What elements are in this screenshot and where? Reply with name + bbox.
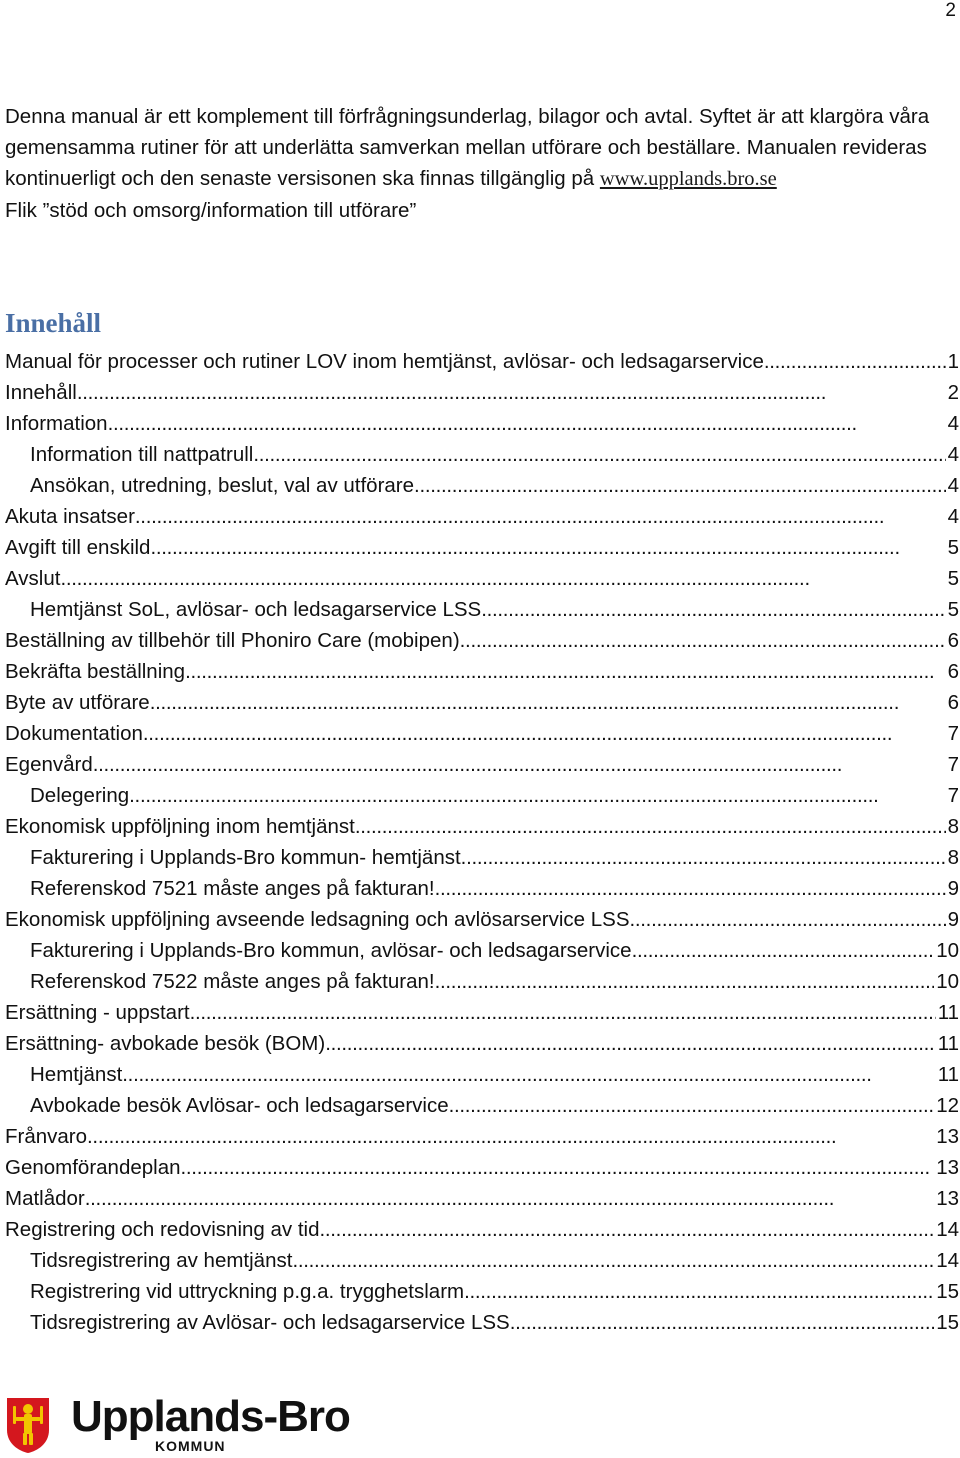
toc-entry[interactable] [5, 563, 959, 594]
toc-entry-page: 8 [947, 846, 959, 869]
toc-entry-title: Bekräfta beställning [5, 660, 186, 683]
toc-entry-title: Hemtjänst SoL, avlösar- och ledsagarservice LSS [30, 598, 482, 621]
toc-entry[interactable] [5, 377, 959, 408]
toc-dot-leader [481, 594, 945, 625]
toc-entry-page: 13 [936, 1125, 959, 1148]
toc-dot-leader [435, 873, 946, 904]
toc-dot-leader [185, 656, 946, 687]
toc-entry[interactable] [5, 1245, 959, 1276]
toc-entry-page: 13 [936, 1156, 959, 1179]
toc-entry[interactable] [5, 842, 959, 873]
toc-heading: Innehåll [5, 308, 102, 338]
toc-entry[interactable] [5, 966, 959, 997]
toc-entry-title: Delegering [30, 784, 130, 807]
toc-entry-title: Registrering och redovisning av tid [5, 1218, 320, 1241]
toc-entry[interactable] [5, 1183, 959, 1214]
toc-entry-title: Information [5, 412, 108, 435]
toc-entry-page: 6 [947, 660, 959, 683]
toc-dot-leader [253, 439, 945, 470]
toc-dot-leader [435, 966, 935, 997]
toc-dot-leader [87, 1121, 934, 1152]
toc-entry-title: Ersättning- avbokade besök (BOM) [5, 1032, 326, 1055]
toc-entry[interactable] [5, 501, 959, 532]
toc-entry-page: 9 [947, 908, 959, 931]
logo-main-text: Upplands-Bro [71, 1392, 350, 1441]
toc-entry-title: Information till nattpatrull [30, 443, 254, 466]
toc-dot-leader [510, 1307, 934, 1338]
toc-dot-leader [764, 346, 946, 377]
toc-dot-leader [632, 935, 935, 966]
toc-entry[interactable] [5, 594, 959, 625]
toc-entry-page: 13 [936, 1187, 959, 1210]
toc-entry[interactable] [5, 873, 959, 904]
toc-entry[interactable] [5, 1152, 959, 1183]
toc-entry[interactable] [5, 780, 959, 811]
toc-entry-page: 8 [947, 815, 959, 838]
toc-dot-leader [108, 408, 946, 439]
toc-entry-title: Dokumentation [5, 722, 143, 745]
toc-dot-leader [143, 718, 946, 749]
logo-wordmark [71, 1392, 350, 1454]
toc-entry[interactable] [5, 470, 959, 501]
toc-dot-leader [85, 1183, 934, 1214]
toc-dot-leader [181, 1152, 935, 1183]
toc-entry-page: 4 [947, 412, 959, 435]
toc-entry-title: Beställning av tillbehör till Phoniro Care (mobipen) [5, 629, 460, 652]
upplands-bro-logo [5, 1392, 350, 1454]
toc-entry[interactable] [5, 1307, 959, 1338]
toc-dot-leader [150, 687, 946, 718]
toc-entry-page: 15 [936, 1280, 959, 1303]
toc-dot-leader [449, 1090, 935, 1121]
toc-entry[interactable] [5, 439, 959, 470]
toc-entry-page: 14 [936, 1249, 959, 1272]
toc-entry-page: 4 [947, 474, 959, 497]
toc-dot-leader [414, 470, 946, 501]
toc-entry[interactable] [5, 1090, 959, 1121]
toc-entry-title: Manual för processer och rutiner LOV inom hemtjänst, avlösar- och ledsagarservice [5, 350, 764, 373]
toc-entry[interactable] [5, 656, 959, 687]
intro-paragraph [5, 101, 945, 195]
toc-dot-leader [93, 749, 946, 780]
toc-entry-page: 4 [947, 505, 959, 528]
toc-entry-page: 11 [937, 1032, 959, 1055]
toc-dot-leader [464, 1276, 934, 1307]
toc-entry-page: 5 [947, 598, 959, 621]
toc-entry[interactable] [5, 1214, 959, 1245]
toc-dot-leader [190, 997, 936, 1028]
coat-of-arms-icon [5, 1396, 51, 1454]
toc-entry-title: Matlådor [5, 1187, 85, 1210]
toc-dot-leader [461, 842, 946, 873]
toc-entry-title: Avbokade besök Avlösar- och ledsagarservice [30, 1094, 449, 1117]
toc-entry-title: Avslut [5, 567, 61, 590]
toc-entry[interactable] [5, 1059, 959, 1090]
toc-entry-title: Genomförandeplan [5, 1156, 181, 1179]
toc-entry-title: Innehåll [5, 381, 77, 404]
page-number: 2 [945, 0, 956, 21]
toc-entry-title: Tidsregistrering av Avlösar- och ledsagarservice LSS [30, 1311, 510, 1334]
toc-entry[interactable] [5, 687, 959, 718]
toc-entry-page: 11 [937, 1063, 959, 1086]
toc-dot-leader [129, 780, 945, 811]
toc-entry-page: 11 [937, 1001, 959, 1024]
toc-entry-page: 6 [947, 691, 959, 714]
toc-dot-leader [355, 811, 946, 842]
toc-dot-leader [122, 1059, 935, 1090]
toc-entry-page: 10 [936, 970, 959, 993]
toc-entry-title: Ekonomisk uppföljning inom hemtjänst [5, 815, 355, 838]
toc-entry-title: Avgift till enskild [5, 536, 151, 559]
toc-dot-leader [150, 532, 945, 563]
toc-entry-title: Ersättning - uppstart [5, 1001, 190, 1024]
toc-entry[interactable] [5, 935, 959, 966]
toc-entry-page: 15 [936, 1311, 959, 1334]
toc-entry-page: 5 [947, 567, 959, 590]
toc-entry[interactable] [5, 1276, 959, 1307]
toc-entry-page: 1 [947, 350, 959, 373]
toc-entry-title: Referenskod 7522 måste anges på fakturan! [30, 970, 435, 993]
toc-entry-title: Tidsregistrering av hemtjänst [30, 1249, 293, 1272]
toc-entry-page: 4 [947, 443, 959, 466]
toc-entry[interactable] [5, 904, 959, 935]
toc-entry-title: Byte av utförare [5, 691, 150, 714]
toc-entry[interactable] [5, 408, 959, 439]
toc-entry[interactable] [5, 811, 959, 842]
toc-entry[interactable] [5, 997, 959, 1028]
toc-entry[interactable] [5, 625, 959, 656]
toc-entry[interactable] [5, 749, 959, 780]
toc-entry-page: 14 [936, 1218, 959, 1241]
toc-entry-title: Ansökan, utredning, beslut, val av utförare [30, 474, 415, 497]
toc-entry-title: Referenskod 7521 måste anges på fakturan! [30, 877, 435, 900]
toc-entry-title: Registrering vid uttryckning p.g.a. trygghetslarm [30, 1280, 465, 1303]
website-link[interactable]: www.upplands.bro.se [599, 168, 777, 190]
toc-dot-leader [135, 501, 946, 532]
toc-entry-page: 10 [936, 939, 959, 962]
toc-entry[interactable] [5, 346, 959, 377]
toc-dot-leader [320, 1214, 935, 1245]
toc-entry-page: 5 [947, 536, 959, 559]
toc-entry-page: 7 [947, 722, 959, 745]
toc-entry[interactable] [5, 718, 959, 749]
toc-entry-page: 7 [947, 784, 959, 807]
toc-dot-leader [630, 904, 946, 935]
toc-entry-page: 6 [947, 629, 959, 652]
toc-entry[interactable] [5, 1121, 959, 1152]
toc-entry-page: 7 [947, 753, 959, 776]
logo-sub-text: KOMMUN [155, 1438, 226, 1454]
toc-entry-title: Fakturering i Upplands-Bro kommun, avlösar- och ledsagarservice [30, 939, 632, 962]
toc-dot-leader [325, 1028, 936, 1059]
toc-entry-title: Akuta insatser [5, 505, 135, 528]
toc-entry-title: Hemtjänst [30, 1063, 123, 1086]
toc-dot-leader [292, 1245, 934, 1276]
toc-entry-title: Ekonomisk uppföljning avseende ledsagning och avlösarservice LSS [5, 908, 630, 931]
toc-entry[interactable] [5, 1028, 959, 1059]
intro-body: Denna manual är ett komplement till förfrågningsunderlag, bilagor och avtal. Syftet är att klargöra våra gemensamma rutiner för att underlätta samverkan mellan utförare och beställare. Manualen revideras kontinuerligt och den senaste versisonen ska finnas tillgänglig på [5, 105, 930, 190]
toc-entry-title: Fakturering i Upplands-Bro kommun- hemtjänst [30, 846, 461, 869]
intro-text [5, 101, 945, 226]
toc-entry-title: Frånvaro [5, 1125, 88, 1148]
table-of-contents [5, 346, 959, 1338]
toc-entry-page: 2 [947, 381, 959, 404]
toc-entry-page: 9 [947, 877, 959, 900]
toc-entry-page: 12 [936, 1094, 959, 1117]
toc-dot-leader [460, 625, 946, 656]
toc-dot-leader [77, 377, 946, 408]
toc-entry-title: Egenvård [5, 753, 93, 776]
toc-entry[interactable] [5, 532, 959, 563]
intro-tab-reference: Flik ”stöd och omsorg/information till utförare” [5, 199, 417, 222]
toc-dot-leader [60, 563, 945, 594]
